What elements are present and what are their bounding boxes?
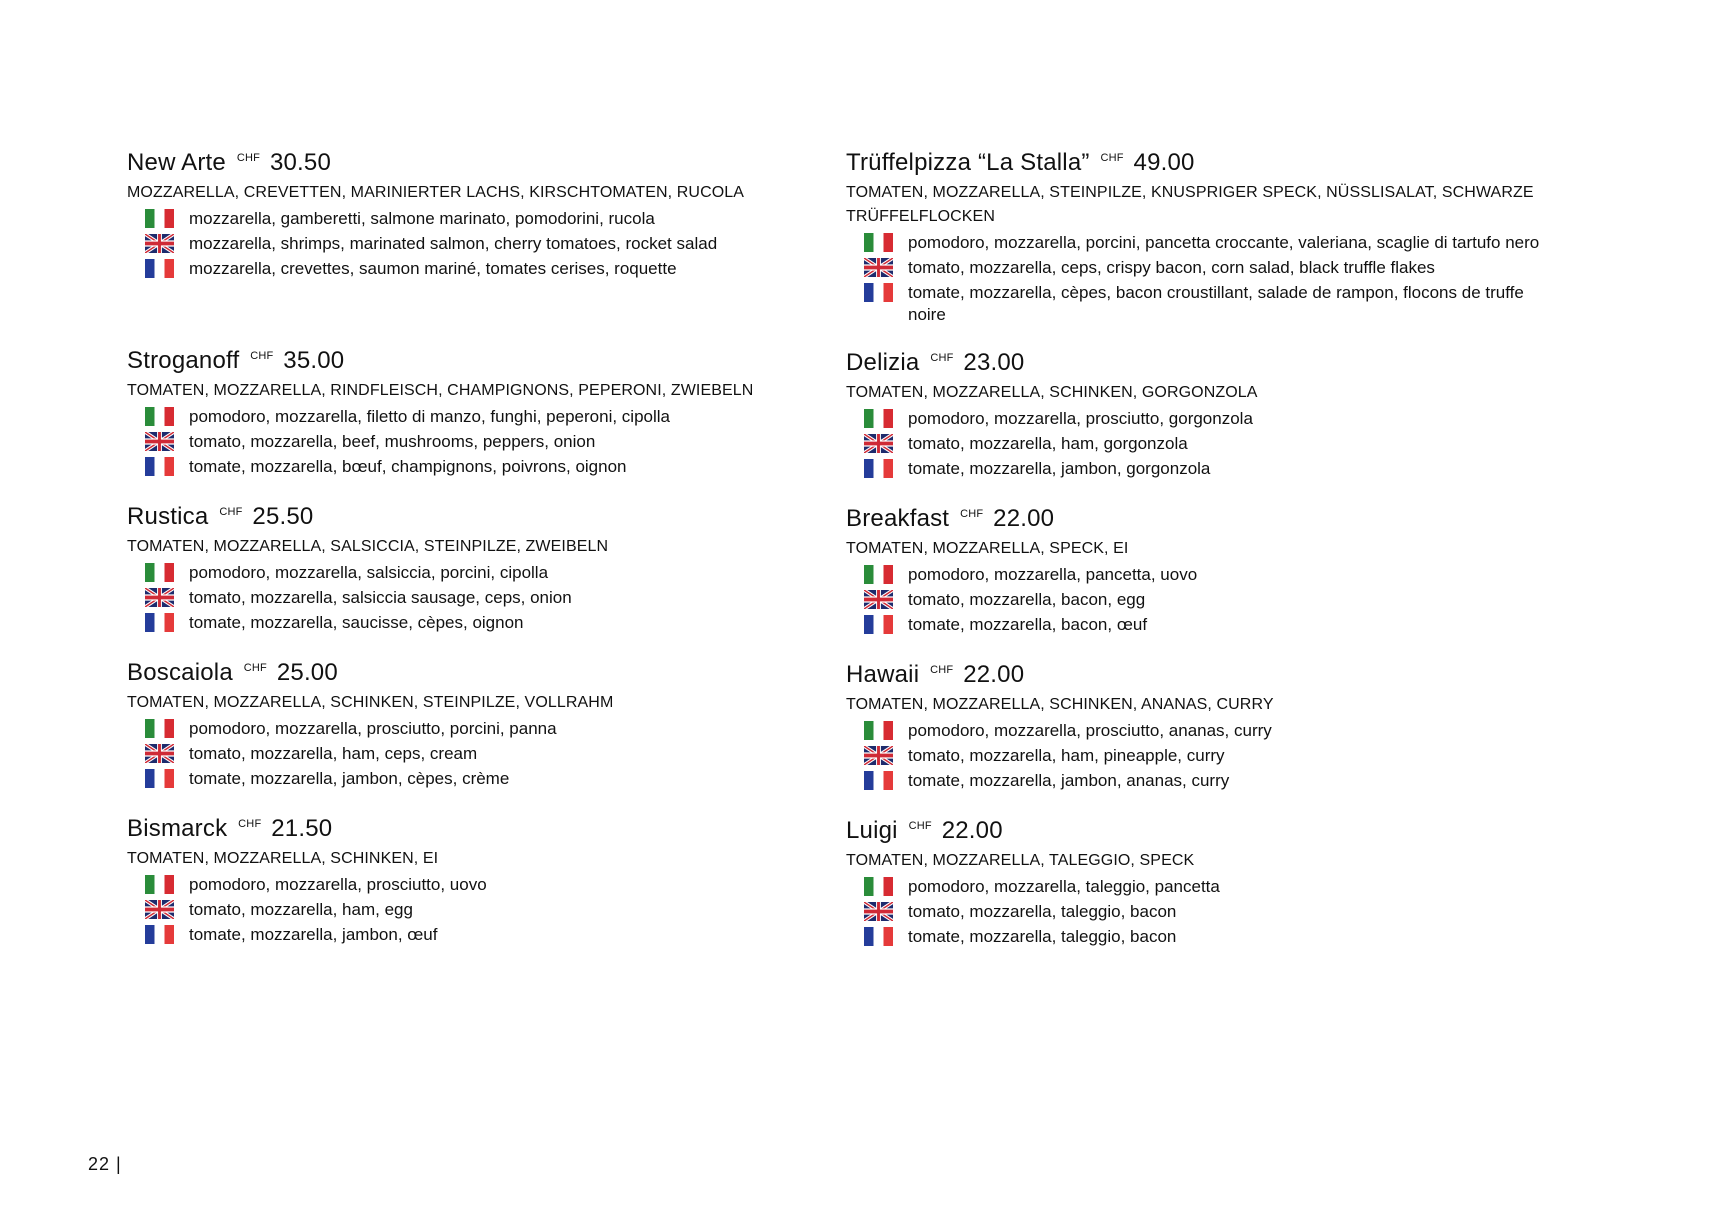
menu-column-right — [846, 140, 1546, 948]
menu-item-name: New Arte — [127, 149, 226, 176]
uk-flag-icon — [864, 902, 893, 921]
menu-item-price: 22.00 — [963, 661, 1025, 688]
menu-item-name: Boscaiola — [127, 659, 233, 686]
french-text: tomate, mozzarella, taleggio, bacon — [908, 927, 1177, 946]
menu-item — [127, 494, 767, 634]
menu-item-price: 21.50 — [271, 815, 333, 842]
menu-item-description-german: TOMATEN, MOZZARELLA, SCHINKEN, STEINPILZE, VOLLRAHM — [127, 694, 614, 711]
french-flag-icon — [864, 283, 893, 302]
currency-label: CHF — [930, 664, 954, 676]
menu-item-price: 23.00 — [963, 349, 1025, 376]
menu-item-price: 35.00 — [283, 347, 345, 374]
uk-flag-icon — [145, 900, 174, 919]
italian-text: pomodoro, mozzarella, prosciutto, ananas, curry — [908, 721, 1272, 740]
italian-flag-icon — [145, 563, 174, 582]
english-text: tomato, mozzarella, ham, pineapple, curry — [908, 746, 1225, 765]
menu-item-title — [127, 338, 767, 379]
currency-label: CHF — [243, 662, 267, 674]
uk-flag-icon — [864, 258, 893, 277]
menu-item-title — [127, 140, 767, 181]
menu-item-description-german: TOMATEN, MOZZARELLA, STEINPILZE, KNUSPRIGER SPECK, NÜSSLISALAT, SCHWARZE TRÜFFELFLOCKEN — [846, 184, 1534, 225]
menu-item-description-french — [127, 768, 767, 790]
menu-item-description-english — [846, 901, 1546, 923]
menu-item-title — [127, 494, 767, 535]
menu-item-description-french — [127, 612, 767, 634]
french-text: tomate, mozzarella, jambon, œuf — [189, 925, 438, 944]
menu-item-price: 22.00 — [993, 505, 1055, 532]
currency-label: CHF — [238, 818, 262, 830]
menu-item — [127, 806, 767, 946]
menu-item-title — [846, 496, 1546, 537]
menu-item-description-french — [127, 258, 767, 280]
english-text: mozzarella, shrimps, marinated salmon, cherry tomatoes, rocket salad — [189, 234, 718, 253]
menu-item-title — [846, 140, 1546, 181]
menu-item-description-italian — [846, 408, 1546, 430]
menu-item-description-french — [127, 924, 767, 946]
menu-item-price: 25.00 — [276, 659, 338, 686]
page-number: 22 | — [88, 1154, 122, 1174]
english-text: tomato, mozzarella, ham, gorgonzola — [908, 434, 1188, 453]
menu-item-description-german: TOMATEN, MOZZARELLA, SCHINKEN, EI — [127, 850, 439, 867]
menu-item — [127, 140, 767, 280]
uk-flag-icon — [145, 744, 174, 763]
menu-item-description-german: TOMATEN, MOZZARELLA, SPECK, EI — [846, 540, 1129, 557]
french-flag-icon — [145, 457, 174, 476]
menu-item-description-italian — [846, 876, 1546, 898]
menu-item-description-german: TOMATEN, MOZZARELLA, SCHINKEN, GORGONZOLA — [846, 384, 1258, 401]
uk-flag-icon — [145, 432, 174, 451]
italian-text: pomodoro, mozzarella, salsiccia, porcini, cipolla — [189, 563, 549, 582]
menu-item-name: Bismarck — [127, 815, 228, 842]
menu-item-description-german: TOMATEN, MOZZARELLA, TALEGGIO, SPECK — [846, 852, 1195, 869]
uk-flag-icon — [864, 434, 893, 453]
italian-flag-icon — [145, 875, 174, 894]
italian-text: pomodoro, mozzarella, pancetta, uovo — [908, 565, 1198, 584]
french-flag-icon — [864, 927, 893, 946]
french-flag-icon — [864, 459, 893, 478]
menu-item-description-german: TOMATEN, MOZZARELLA, SCHINKEN, ANANAS, CURRY — [846, 696, 1274, 713]
currency-label: CHF — [1100, 152, 1124, 164]
menu-item-name: Breakfast — [846, 505, 950, 532]
menu-item — [846, 496, 1546, 636]
french-text: tomate, mozzarella, jambon, cèpes, crème — [189, 769, 510, 788]
english-text: tomato, mozzarella, salsiccia sausage, ceps, onion — [189, 588, 572, 607]
menu-item — [846, 652, 1546, 792]
menu-item-description-english — [127, 587, 767, 609]
italian-flag-icon — [864, 877, 893, 896]
italian-flag-icon — [864, 565, 893, 584]
menu-item-name: Stroganoff — [127, 347, 240, 374]
menu-column-left — [127, 140, 767, 946]
french-text: tomate, mozzarella, bacon, œuf — [908, 615, 1148, 634]
menu-item-description-italian — [127, 208, 767, 230]
french-text: mozzarella, crevettes, saumon mariné, tomates cerises, roquette — [189, 259, 677, 278]
menu-item — [846, 340, 1546, 480]
menu-item-description-german: MOZZARELLA, CREVETTEN, MARINIERTER LACHS, KIRSCHTOMATEN, RUCOLA — [127, 184, 745, 201]
italian-flag-icon — [145, 209, 174, 228]
menu-item-description-italian — [127, 874, 767, 896]
menu-item-description-italian — [127, 562, 767, 584]
menu-item-title — [127, 806, 767, 847]
french-text: tomate, mozzarella, jambon, gorgonzola — [908, 459, 1211, 478]
menu-item-description-italian — [127, 718, 767, 740]
english-text: tomato, mozzarella, ham, ceps, cream — [189, 744, 478, 763]
english-text: tomato, mozzarella, ham, egg — [189, 900, 413, 919]
menu-item-description-german: TOMATEN, MOZZARELLA, SALSICCIA, STEINPILZE, ZWEIBELN — [127, 538, 609, 555]
menu-item-name: Trüffelpizza “La Stalla” — [846, 149, 1090, 176]
currency-label: CHF — [960, 508, 984, 520]
uk-flag-icon — [145, 588, 174, 607]
uk-flag-icon — [864, 590, 893, 609]
french-flag-icon — [864, 771, 893, 790]
french-flag-icon — [145, 925, 174, 944]
english-text: tomato, mozzarella, beef, mushrooms, peppers, onion — [189, 432, 596, 451]
menu-item-description-french — [846, 458, 1546, 480]
menu-item-description-italian — [846, 232, 1546, 254]
italian-flag-icon — [145, 407, 174, 426]
menu-item-title — [127, 650, 767, 691]
currency-label: CHF — [219, 506, 243, 518]
menu-item-description-french — [846, 926, 1546, 948]
menu-item-description-english — [846, 433, 1546, 455]
english-text: tomato, mozzarella, ceps, crispy bacon, corn salad, black truffle flakes — [908, 258, 1435, 277]
italian-flag-icon — [145, 719, 174, 738]
menu-item-price: 22.00 — [941, 817, 1003, 844]
menu-item-description-italian — [127, 406, 767, 428]
menu-item-name: Delizia — [846, 349, 920, 376]
italian-text: pomodoro, mozzarella, prosciutto, porcini, panna — [189, 719, 557, 738]
currency-label: CHF — [250, 350, 274, 362]
uk-flag-icon — [864, 746, 893, 765]
menu-item-description-english — [127, 233, 767, 255]
french-text: tomate, mozzarella, cèpes, bacon croustillant, salade de rampon, flocons de truffe noire — [908, 283, 1524, 324]
french-flag-icon — [145, 259, 174, 278]
french-flag-icon — [145, 613, 174, 632]
menu-item-description-english — [846, 257, 1546, 279]
menu-item-description-english — [127, 431, 767, 453]
italian-flag-icon — [864, 721, 893, 740]
italian-flag-icon — [864, 409, 893, 428]
french-text: tomate, mozzarella, saucisse, cèpes, oignon — [189, 613, 524, 632]
menu-item-description-german: TOMATEN, MOZZARELLA, RINDFLEISCH, CHAMPIGNONS, PEPERONI, ZWIEBELN — [127, 382, 754, 399]
currency-label: CHF — [908, 820, 932, 832]
italian-text: pomodoro, mozzarella, taleggio, pancetta — [908, 877, 1220, 896]
menu-item-description-french — [127, 456, 767, 478]
menu-item — [846, 140, 1546, 326]
italian-flag-icon — [864, 233, 893, 252]
menu-item-price: 30.50 — [269, 149, 332, 176]
french-flag-icon — [145, 769, 174, 788]
menu-item — [846, 808, 1546, 948]
menu-item-description-french — [846, 770, 1546, 792]
menu-item-title — [846, 652, 1546, 693]
italian-text: mozzarella, gamberetti, salmone marinato, pomodorini, rucola — [189, 209, 655, 228]
uk-flag-icon — [145, 234, 174, 253]
italian-text: pomodoro, mozzarella, prosciutto, uovo — [189, 875, 487, 894]
menu-item-name: Luigi — [846, 817, 898, 844]
french-flag-icon — [864, 615, 893, 634]
menu-item-price: 49.00 — [1133, 149, 1195, 176]
menu-item-name: Rustica — [127, 503, 209, 530]
english-text: tomato, mozzarella, taleggio, bacon — [908, 902, 1177, 921]
french-text: tomate, mozzarella, bœuf, champignons, poivrons, oignon — [189, 457, 627, 476]
menu-item-description-italian — [846, 720, 1546, 742]
menu-item-description-french — [846, 614, 1546, 636]
menu-item-title — [846, 340, 1546, 381]
menu-item — [127, 650, 767, 790]
italian-text: pomodoro, mozzarella, porcini, pancetta croccante, valeriana, scaglie di tartufo nero — [908, 233, 1540, 252]
menu-item-title — [846, 808, 1546, 849]
italian-text: pomodoro, mozzarella, filetto di manzo, funghi, peperoni, cipolla — [189, 407, 670, 426]
french-text: tomate, mozzarella, jambon, ananas, curry — [908, 771, 1230, 790]
menu-item — [127, 338, 767, 478]
menu-item-description-italian — [846, 564, 1546, 586]
menu-item-description-english — [846, 589, 1546, 611]
currency-label: CHF — [930, 352, 954, 364]
menu-item-description-english — [846, 745, 1546, 767]
currency-label: CHF — [236, 152, 261, 164]
menu-item-name: Hawaii — [846, 661, 920, 688]
menu-item-description-english — [127, 899, 767, 921]
menu-item-description-english — [127, 743, 767, 765]
menu-item-price: 25.50 — [252, 503, 314, 530]
italian-text: pomodoro, mozzarella, prosciutto, gorgonzola — [908, 409, 1253, 428]
menu-item-description-french — [846, 282, 1546, 326]
english-text: tomato, mozzarella, bacon, egg — [908, 590, 1146, 609]
